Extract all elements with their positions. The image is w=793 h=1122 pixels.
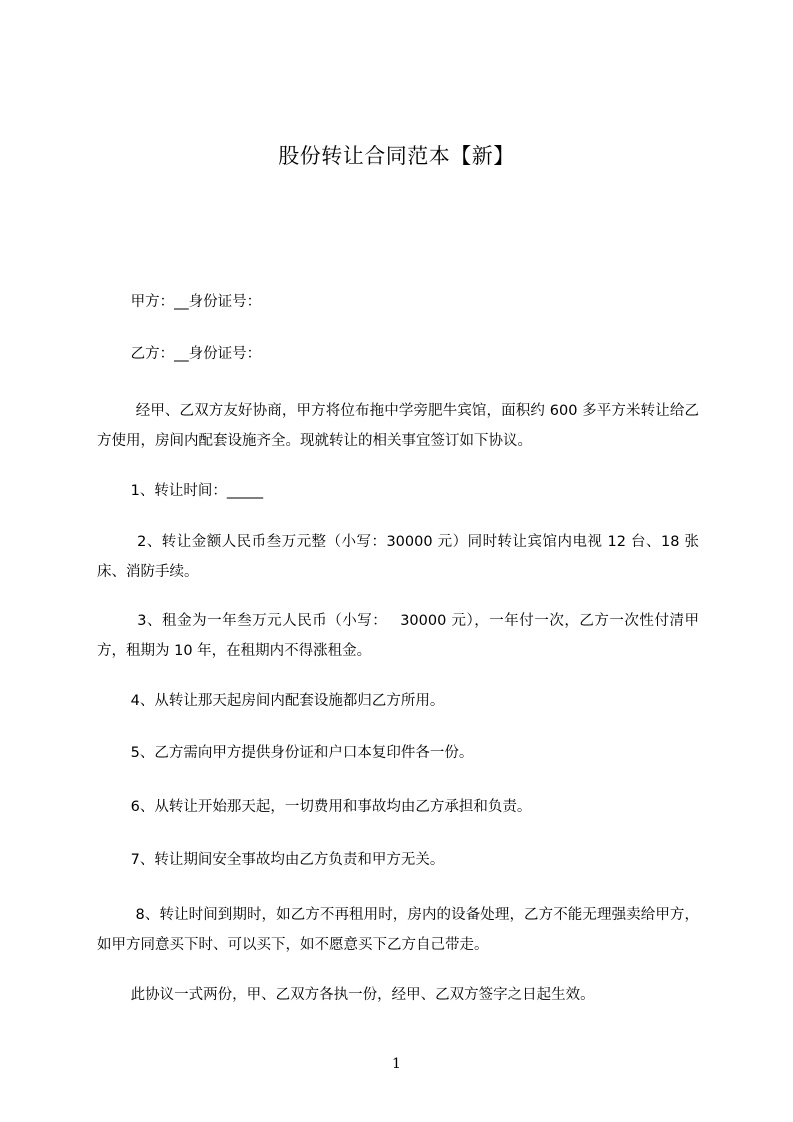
page-title: 股份转让合同范本【新】 — [278, 144, 515, 168]
clause-4: 4、从转让那天起房间内配套设施都归乙方所用。 — [97, 693, 445, 709]
clause-2: 2、转让金额人民币叁万元整（小写：30000 元）同时转让宾馆内电视 12 台、18 张床、消防手续。 — [97, 534, 699, 580]
page-number: 1 — [392, 1056, 401, 1072]
clause-7: 7、转让期间安全事故均由乙方负责和甲方无关。 — [97, 852, 445, 868]
clause-5: 5、乙方需向甲方提供身份证和户口本复印件各一份。 — [97, 745, 474, 761]
closing-paragraph: 此协议一式两份，甲、乙双方各执一份，经甲、乙双方签字之日起生效。 — [97, 987, 595, 1003]
clause-6: 6、从转让开始那天起，一切费用和事故均由乙方承担和负责。 — [97, 799, 532, 815]
party-a-line: 甲方：__身份证号： — [97, 294, 262, 310]
clause-1: 1、转让时间：_____ — [97, 483, 264, 499]
clause-8: 8、转让时间到期时，如乙方不再租用时，房内的设备处理，乙方不能无理强卖给甲方，如甲方同意买下时、可以买下，如不愿意买下乙方自己带走。 — [97, 907, 699, 953]
party-b-line: 乙方：__身份证号： — [97, 346, 262, 362]
clause-3: 3、租金为一年叁万元人民币（小写： 30000 元），一年付一次，乙方一次性付清甲方，租期为 10 年，在租期内不得涨租金。 — [97, 613, 699, 659]
intro-paragraph: 经甲、乙双方友好协商，甲方将位布拖中学旁肥牛宾馆，面积约 600 多平方米转让给乙方使用，房间内配套设施齐全。现就转让的相关事宜签订如下协议。 — [97, 403, 699, 449]
